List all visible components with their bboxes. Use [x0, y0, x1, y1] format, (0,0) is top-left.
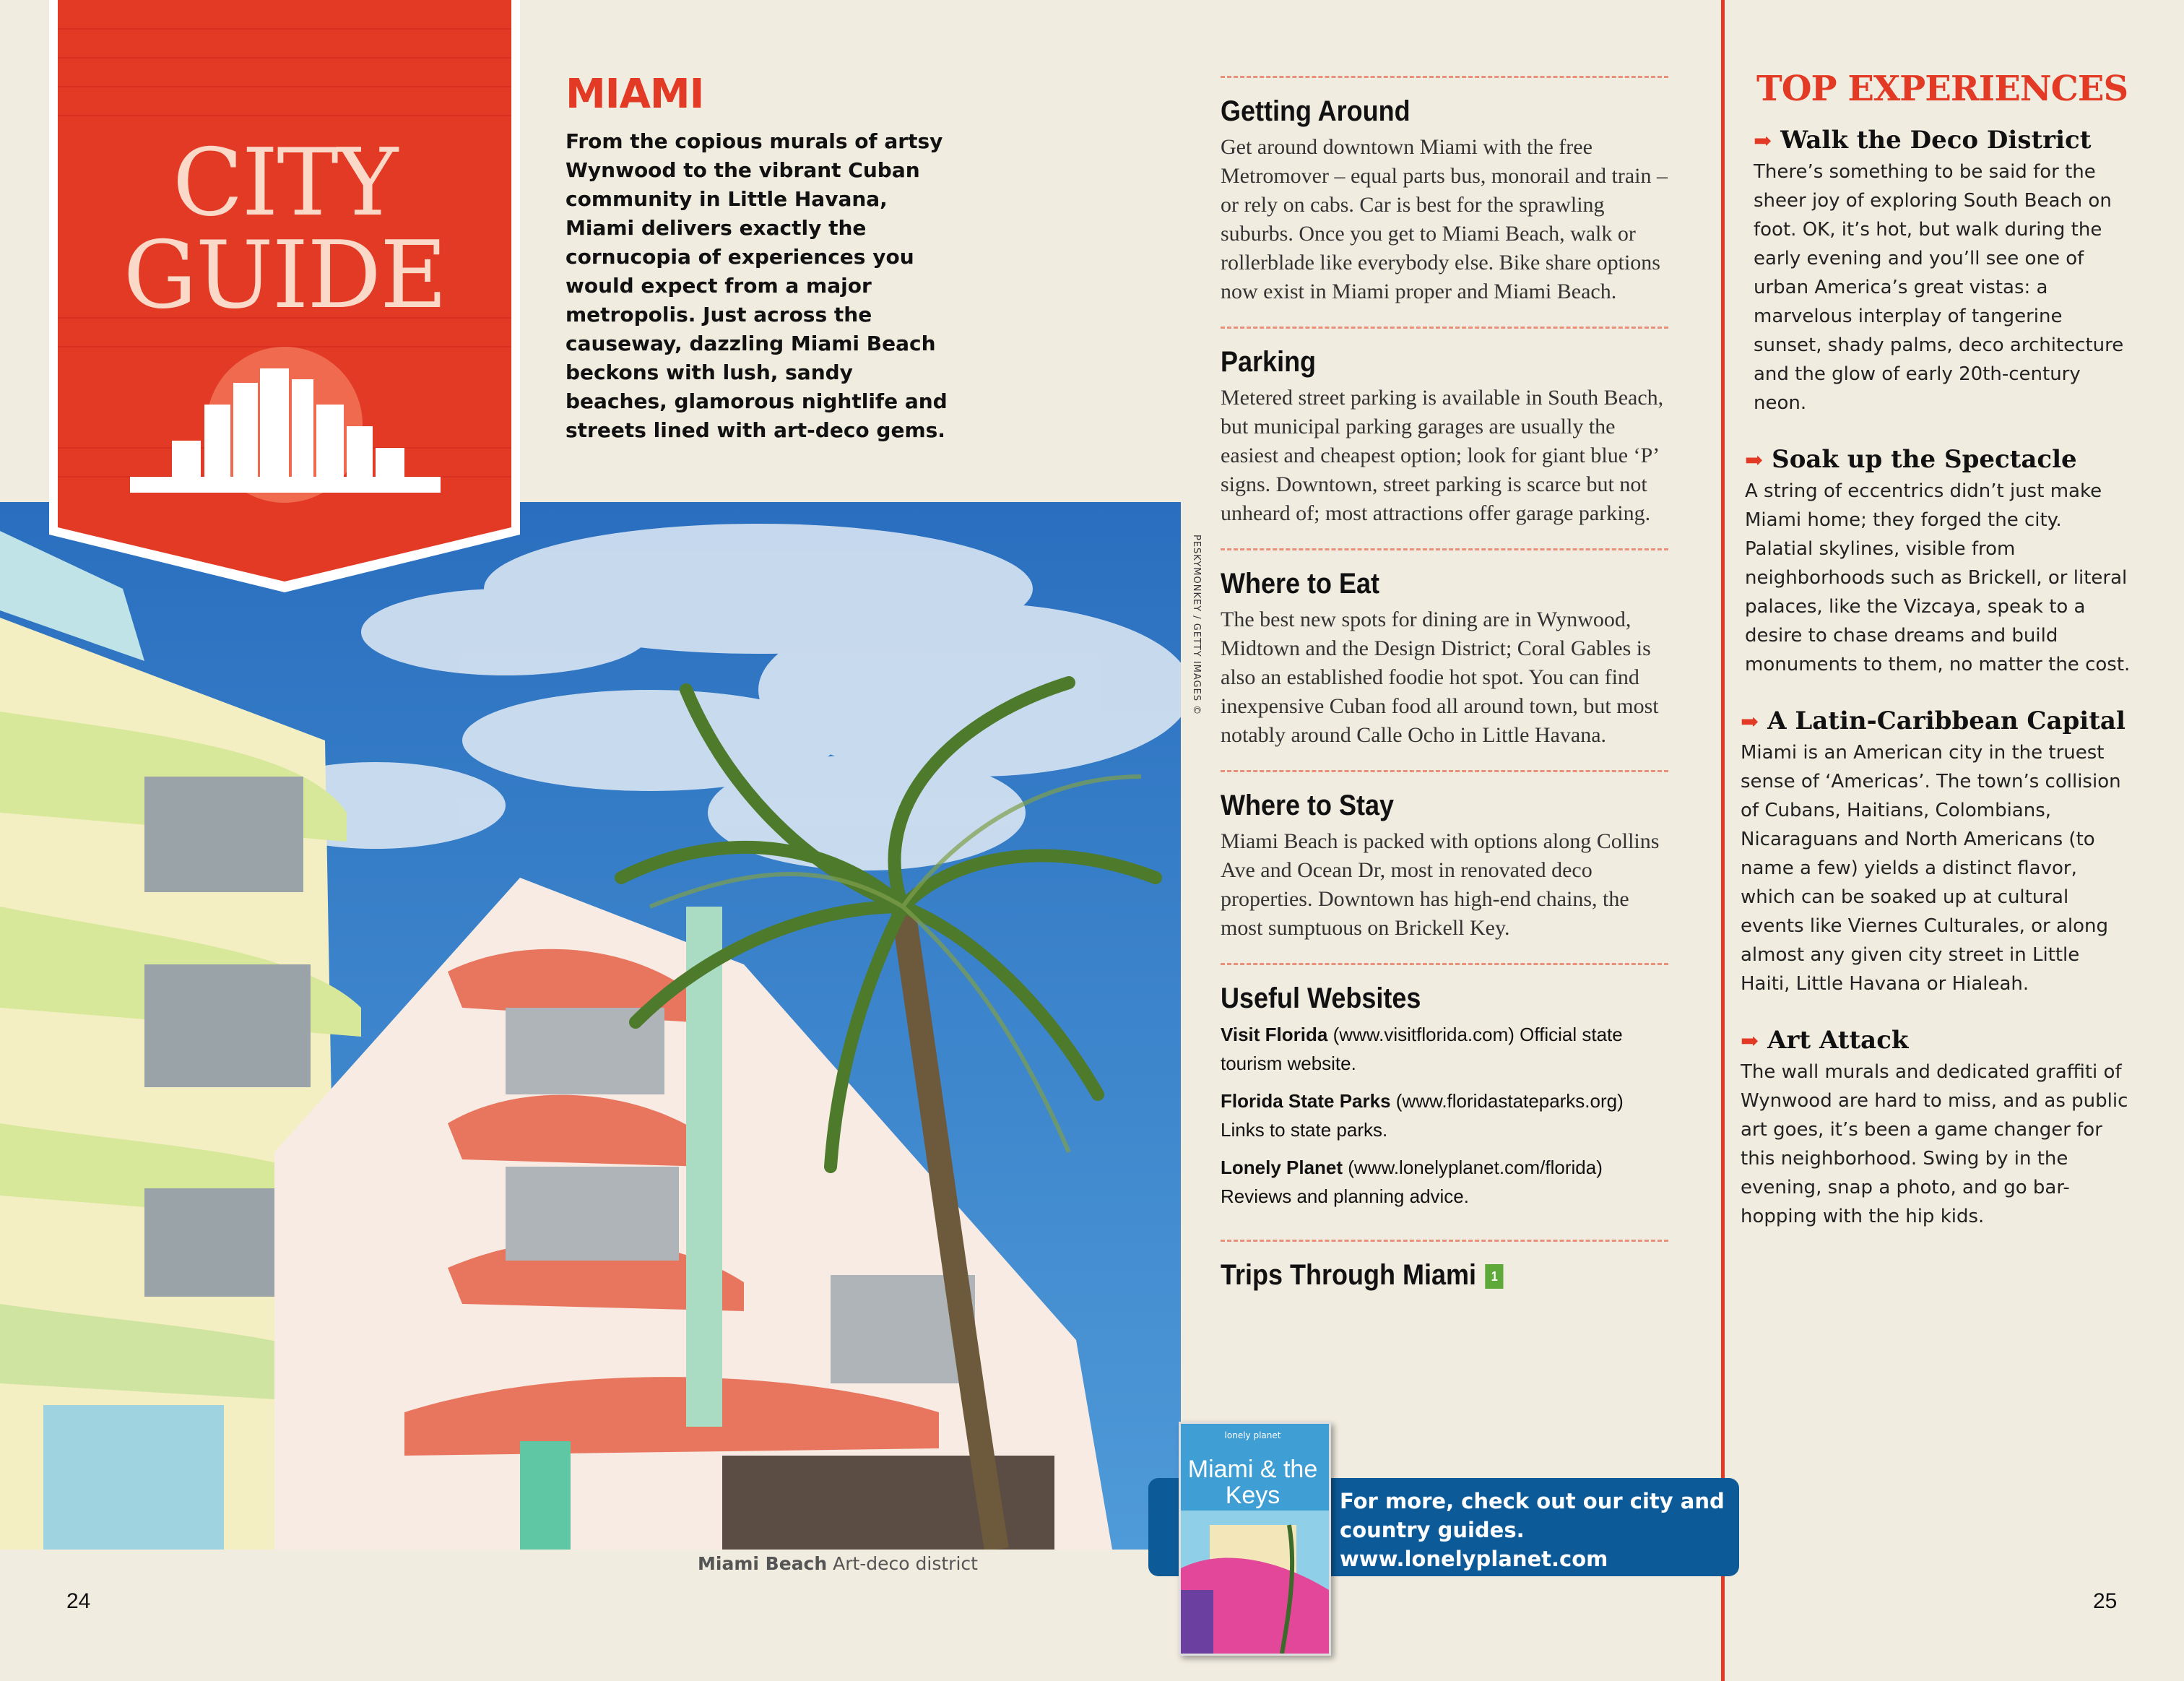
- city-title: MIAMI: [566, 71, 704, 118]
- caption-place: Miami Beach: [698, 1553, 828, 1574]
- section-body: Get around downtown Miami with the free Metromover – equal parts bus, monorail and train – or rely on cabs. Car is best for the sprawling suburbs. Once you get to Miami Beach, walk or rollerblade like everybody else. Bike share options now exist in Miami proper and Miami Beach.: [1221, 135, 1668, 303]
- experience-heading: [1745, 444, 2131, 477]
- photo-caption: [698, 1553, 1102, 1574]
- experience-title: Art Attack: [1767, 1026, 1909, 1055]
- section-parking: [1221, 327, 1668, 528]
- section-where-to-eat: [1221, 548, 1668, 750]
- top-experiences-list: [1741, 124, 2131, 1257]
- page-number-right: 25: [2093, 1589, 2118, 1613]
- experience-heading: [1741, 1024, 2131, 1058]
- city-guide-title: [49, 129, 520, 329]
- section-body: Miami Beach is packed with options along Collins Ave and Ocean Dr, most in renovated deco properties. Downtown has high-end chains, the most sumptuous on Brickell Key.: [1221, 829, 1660, 940]
- trips-heading: Trips Through Miami: [1221, 1259, 1477, 1291]
- website-name: Florida State Parks: [1221, 1090, 1391, 1112]
- experience-title: A Latin-Caribbean Capital: [1767, 706, 2126, 735]
- experience-title: Walk the Deco District: [1780, 126, 2092, 155]
- intro-paragraph: From the copious murals of artsy Wynwood to the vibrant Cuban community in Little Havana, Miami delivers exactly the cornucopia of experiences you would expect from a major metropolis. Just across the causeway, dazzling Miami Beach beckons with lush, sandy beaches, glamorous nightlife and streets lined with art-deco gems.: [566, 129, 948, 442]
- section-where-to-stay: [1221, 770, 1668, 943]
- website-entry[interactable]: [1221, 1153, 1668, 1211]
- caption-description: Art-deco district: [827, 1553, 978, 1574]
- website-name: Visit Florida: [1221, 1024, 1328, 1045]
- section-body: Metered street parking is available in South Beach, but municipal parking garages are usually the easiest and cheapest option; look for giant blue ‘P’ signs. Downtown, street parking is scarce but not unheard of; most attractions offer garage parking.: [1221, 386, 1664, 525]
- website-detail: (www.floridastateparks.org) Links to state parks.: [1221, 1090, 1624, 1141]
- website-name: Lonely Planet: [1221, 1157, 1343, 1178]
- website-entry[interactable]: [1221, 1020, 1668, 1078]
- experience-heading: [1741, 705, 2131, 738]
- experience-item: [1741, 444, 2131, 679]
- section-getting-around: [1221, 76, 1668, 306]
- section-heading: Getting Around: [1221, 95, 1410, 127]
- website-detail: (www.lonelyplanet.com/florida) Reviews and planning advice.: [1221, 1157, 1603, 1207]
- experience-body: A string of eccentrics didn’t just make Miami home; they forged the city. Palatial skylines, visible from neighborhoods such as Brickell, or literal palaces, like the Vizcaya, speak to a desire to chase dreams and build monuments to them, no matter the cost.: [1745, 480, 2131, 675]
- arrow-right-icon: ➡: [1754, 129, 1772, 154]
- arrow-right-icon: ➡: [1745, 448, 1764, 473]
- banner-title-line2: GUIDE: [123, 222, 446, 329]
- banner-title-line1: CITY: [172, 129, 397, 237]
- experience-heading: [1754, 124, 2131, 157]
- website-detail: (www.visitflorida.com) Official state tourism website.: [1221, 1024, 1623, 1074]
- experience-item: [1741, 705, 2131, 998]
- arrow-right-icon: ➡: [1741, 709, 1759, 735]
- arrow-right-icon: ➡: [1741, 1029, 1759, 1054]
- section-useful-websites: [1221, 963, 1668, 1211]
- experience-item: [1741, 124, 2131, 418]
- section-heading: Where to Eat: [1221, 568, 1380, 600]
- guidebook-title: Miami & the Keys: [1187, 1456, 1318, 1509]
- page-divider-rule: [1721, 0, 1725, 1681]
- section-trips: [1221, 1240, 1668, 1292]
- section-body: The best new spots for dining are in Wynwood, Midtown and the Design District; Coral Gables is also an established foodie hot spot. You can find inexpensive Cuban food all around town, but most notably around Calle Ocho in Little Havana.: [1221, 608, 1659, 747]
- section-heading: [1221, 1258, 1624, 1292]
- experience-body: The wall murals and dedicated graffiti of Wynwood are hard to miss, and as public art goes, it’s been a game changer for this neighborhood. Swing by in the evening, snap a photo, and go bar-hopping with the hip kids.: [1741, 1061, 2128, 1227]
- section-heading: Useful Websites: [1221, 982, 1421, 1014]
- photo-credit: PESKYMONKEY / GETTY IMAGES ©: [1191, 535, 1202, 716]
- guidebook-logo: lonely planet: [1224, 1430, 1281, 1440]
- experience-body: Miami is an American city in the truest sense of ‘Americas’. The town’s collision of Cubans, Haitians, Colombians, Nicaraguans and North Americans (to name a few) yields a distinct flavor, which can be soaked up at cultural events like Viernes Culturales, or along almost any given city street in Little Haiti, Little Havana or Hialeah.: [1741, 742, 2121, 995]
- website-entry[interactable]: [1221, 1086, 1668, 1144]
- section-heading: Parking: [1221, 346, 1317, 378]
- page-number-left: 24: [66, 1589, 91, 1613]
- promo-text[interactable]: For more, check out our city and country guides. www.lonelyplanet.com: [1340, 1489, 1725, 1571]
- experience-title: Soak up the Spectacle: [1772, 445, 2077, 474]
- experience-item: [1741, 1024, 2131, 1231]
- trip-number-badge[interactable]: 1: [1486, 1264, 1504, 1289]
- top-experiences-title: TOP EXPERIENCES: [1756, 69, 2128, 109]
- experience-body: There’s something to be said for the sheer joy of exploring South Beach on foot. OK, it’s hot, but walk during the early evening and you’ll see one of urban America’s great vistas: a marvelous interplay of tangerine sunset, shady palms, deco architecture and the glow of early 20th-century neon.: [1754, 161, 2124, 414]
- miami-beach-photo: [0, 502, 1181, 1550]
- section-heading: Where to Stay: [1221, 790, 1395, 821]
- practical-info-column: [1221, 76, 1668, 1297]
